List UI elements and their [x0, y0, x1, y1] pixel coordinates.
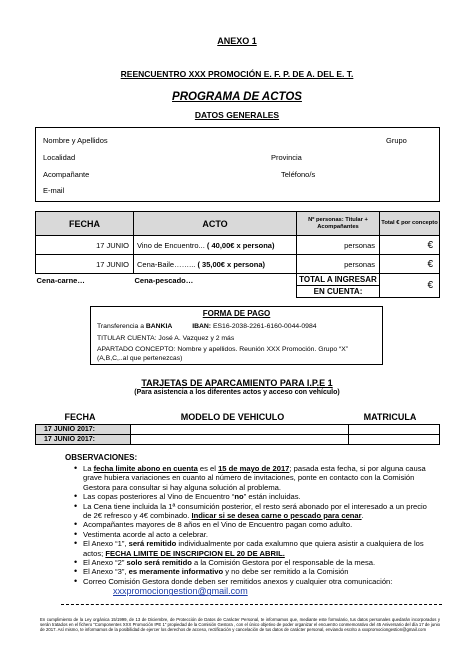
parking-subtitle: (Para asistencia a los diferentes actos y acceso con vehículo): [134, 389, 340, 396]
act-date: 17 JUNIO: [36, 236, 134, 255]
obs-item: • Correo Comisión Gestora donde deben ser remitidos anexos y cualquier otra comunicación:: [83, 577, 436, 586]
act-name: Cena-Baile……...: [137, 259, 196, 269]
total-label-2: EN CUENTA:: [297, 286, 380, 298]
acts-table: [35, 211, 440, 298]
iban-value: ES16-2038-2261-6160-0044-0984: [211, 323, 317, 330]
account-holder: TITULAR CUENTA: José A. Vazquez y 2 más: [97, 335, 235, 342]
parking-date: 17 JUNIO 2017:: [36, 435, 131, 445]
act-price: ( 40,00€ x persona): [206, 240, 275, 250]
iban-label: IBAN:: [192, 323, 212, 330]
bank-name: BANKIA: [145, 323, 173, 330]
obs-item: • Las copas posteriores al Vino de Encuentro “no” están incluidas.: [83, 492, 436, 501]
act-cell: [134, 236, 297, 255]
parking-plate[interactable]: [349, 435, 440, 445]
parking-col-plate: MATRICULA: [363, 412, 417, 422]
transfer-label: Transferencia a: [97, 323, 146, 330]
obs-item: • Acompañantes mayores de 8 años en el Vino de Encuentro pagan como adulto.: [83, 520, 436, 529]
acts-row: [36, 255, 440, 274]
payment-transfer: [97, 323, 317, 330]
parking-plate[interactable]: [349, 425, 440, 435]
privacy-footer: En cumplimiento de la Ley orgánica 15/1999, de 13 de Diciembre, de Protección de Datos de Carácter Personal, te informamos que, mediante este formulario, tus datos personales quedarán incorporados y serán tratados en el fichero “Componentes XXX Promoción IPE 1” propiedad de la Comisión Gestora , con el único objetivo de poder organizar el encuentro conmemorativo del 45 Aniversario del día 17 de junio de 2017. Así mismo, te informamos de la posibilidad de ejercer los derechos de acceso, rectificación y cancelación de tus datos de carácter personal, enviando escrito a xxxpromociongestion@gmail.com: [40, 617, 440, 633]
parking-col-date: FECHA: [64, 412, 96, 422]
companion-label: Acompañante: [43, 170, 90, 179]
acts-col-total: Total € por concepto: [380, 212, 440, 236]
contact-email-link[interactable]: xxxpromociongestion@gmail.com: [113, 586, 248, 597]
acts-col-date: FECHA: [36, 212, 134, 236]
obs-item: • El Anexo “3”, es meramente informativo y no debe ser remitido a la Comisión: [83, 567, 436, 576]
act-name: Vino de Encuentro...: [137, 240, 205, 250]
acts-header-row: [36, 212, 440, 236]
parking-title: TARJETAS DE APARCAMIENTO PARA I.P.E 1: [141, 378, 333, 388]
obs-item: • Vestimenta acorde al acto a celebrar.: [83, 530, 436, 539]
act-total: €: [380, 255, 440, 274]
total-label-1: TOTAL A INGRESAR: [297, 274, 380, 286]
total-amount: €: [380, 274, 440, 298]
phone-label: Teléfono/s: [281, 170, 316, 179]
group-label: Grupo: [386, 136, 407, 145]
acts-total-row-1: [36, 274, 440, 286]
fish-option: Cena-pescado…: [134, 276, 194, 285]
act-cell: [134, 255, 297, 274]
parking-date: 17 JUNIO 2017:: [36, 425, 131, 435]
parking-model[interactable]: [131, 435, 349, 445]
payment-title: FORMA DE PAGO: [202, 309, 271, 318]
observations-list: [61, 464, 442, 586]
observations-title: OBSERVACIONES:: [65, 453, 138, 462]
acts-row: [36, 236, 440, 255]
email-label: E-mail: [43, 186, 65, 195]
obs-item: • El Anexo “1”, será remitido individualmente por cada exalumno que quiera asistir a cualquiera de los actos; FECHA LIMITE DE INSCRIPCION EL 20 DE ABRIL.: [83, 539, 436, 558]
name-label: Nombre y Apellidos: [43, 136, 108, 145]
act-date: 17 JUNIO: [36, 255, 134, 274]
parking-row: [36, 435, 440, 445]
province-label: Provincia: [271, 153, 302, 162]
payment-concept: APARTADO CONCEPTO: Nombre y apellidos. Reunión XXX Promoción. Grupo “X” (A,B,C,..al que pertenezcas): [97, 346, 349, 362]
annex-title: ANEXO 1: [217, 36, 257, 46]
observations-box: [61, 450, 442, 605]
act-persons: personas: [297, 255, 380, 274]
general-data-title: DATOS GENERALES: [194, 110, 280, 120]
parking-col-model: MODELO DE VEHICULO: [180, 412, 285, 422]
obs-item: • El Anexo “2” solo será remitido a la Comisión Gestora por el responsable de la mesa.: [83, 558, 436, 567]
act-price: ( 35,00€ x persona): [197, 259, 265, 269]
town-label: Localidad: [43, 153, 76, 162]
event-title: REENCUENTRO XXX PROMOCIÓN E. F. P. DE A. DEL E. T.: [120, 69, 354, 79]
acts-col-persons: Nº personas: Titular + Acompañantes: [297, 212, 380, 236]
act-persons: personas: [297, 236, 380, 255]
acts-col-act: ACTO: [134, 212, 297, 236]
act-total: €: [380, 236, 440, 255]
parking-table: [35, 424, 440, 445]
obs-item: • La fecha limite abono en cuenta es el 15 de mayo de 2017; pasada esta fecha, si por alguna causa grave hubiera variaciones en cuanto al número de invitaciones, ponte en contacto con la Comisión Gestora para consultar si hay alguna solución al problema.: [83, 464, 436, 492]
meat-option: Cena-carne…: [36, 276, 85, 285]
program-title: PROGRAMA DE ACTOS: [172, 91, 302, 103]
parking-row: [36, 425, 440, 435]
obs-item: • La Cena tiene incluida la 1ª consumición posterior, el resto será abonado por el interesado a un precio de 2€ refresco y 4€ combinado. Indicar si se desea carne o pescado para cenar.: [83, 502, 436, 521]
parking-model[interactable]: [131, 425, 349, 435]
general-data-form: [35, 127, 440, 202]
payment-box: [90, 306, 383, 365]
